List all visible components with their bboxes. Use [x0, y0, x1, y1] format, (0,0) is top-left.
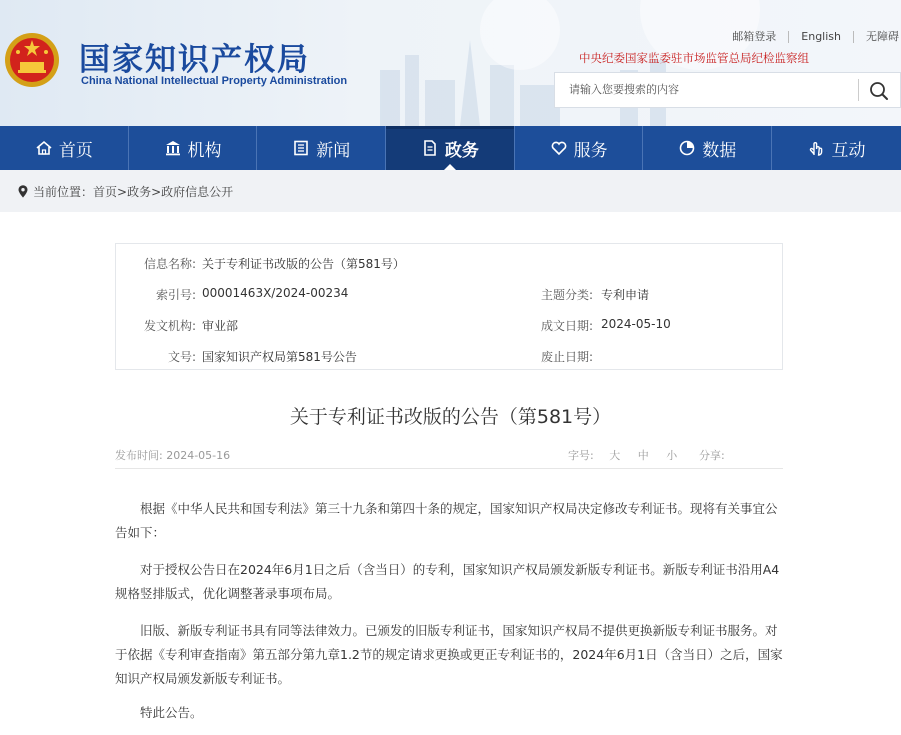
article-paragraph: 对于授权公告日在2024年6月1日之后（含当日）的专利，国家知识产权局颁发新版专利证书。新版专利证书沿用A4规格竖排版式，优化调整著录事项布局。: [115, 562, 780, 601]
publish-label: 发布时间:: [115, 449, 163, 462]
info-index-label: 索引号:: [155, 288, 196, 302]
info-index-value: 00001463X/2024-00234: [202, 286, 349, 300]
search-icon[interactable]: [868, 80, 890, 102]
mail-login-link[interactable]: 邮箱登录: [720, 31, 789, 43]
news-icon: [292, 139, 310, 157]
font-medium-button[interactable]: 中: [637, 449, 649, 462]
accessibility-link[interactable]: 无障碍: [866, 30, 899, 43]
breadcrumb-prefix: 当前位置：: [33, 184, 94, 199]
article-paragraph: 特此公告。: [140, 705, 203, 720]
english-link[interactable]: English: [789, 31, 854, 43]
nav-item-government-affairs[interactable]: [386, 126, 515, 170]
breadcrumb: [0, 170, 901, 212]
nav-item-organization[interactable]: [129, 126, 258, 170]
article-paragraph: 旧版、新版专利证书具有同等法律效力。已颁发的旧版专利证书，国家知识产权局不提供更换新版专利证书服务。对于依据《专利审查指南》第五部分第九章1.2节的规定请求更换或更正专利证书的，2024年6月1日（含当日）之后，国家知识产权局颁发新版专利证书。: [115, 623, 783, 686]
article-paragraph: 根据《中华人民共和国专利法》第三十九条和第四十条的规定，国家知识产权局决定修改专利证书。现将有关事宜公告如下：: [115, 501, 778, 540]
info-table: [115, 243, 783, 370]
nav-item-interaction[interactable]: [772, 126, 901, 170]
document-icon: [421, 139, 439, 157]
nav-item-label: 首页: [58, 140, 93, 161]
font-size-label: 字号:: [568, 449, 594, 462]
nav-item-news[interactable]: [257, 126, 386, 170]
building-icon: [164, 139, 182, 157]
search-box: [554, 72, 901, 108]
nav-item-services[interactable]: [515, 126, 644, 170]
nav-item-data[interactable]: [643, 126, 772, 170]
info-docno-label: 文号:: [167, 350, 196, 364]
publish-date: 2024-05-16: [166, 449, 231, 462]
service-icon: [550, 139, 568, 157]
publish-info: [115, 447, 230, 463]
nav-item-label: 新闻: [316, 140, 351, 161]
nav-item-label: 政务: [444, 140, 479, 161]
share-label[interactable]: 分享:: [699, 449, 725, 462]
info-category-value: 专利申请: [601, 288, 650, 302]
nav-item-label: 数据: [702, 140, 737, 161]
info-abolish-label: 废止日期:: [540, 350, 593, 364]
logo-chinese-title[interactable]: 国家知识产权局: [79, 42, 310, 78]
font-small-button[interactable]: 小: [666, 449, 678, 462]
search-divider: [858, 79, 859, 101]
font-size-controls: [568, 447, 677, 463]
nav-item-home[interactable]: [0, 126, 129, 170]
search-input[interactable]: [569, 83, 849, 96]
nav-item-label: 互动: [831, 140, 866, 161]
supervision-link[interactable]: 中央纪委国家监委驻市场监管总局纪检监察组: [579, 51, 809, 65]
info-issuer-label: 发文机构:: [143, 319, 196, 333]
top-links: [720, 31, 901, 43]
info-issuer-value: 审业部: [202, 319, 239, 333]
location-pin-icon: [18, 185, 28, 198]
hand-icon: [807, 139, 825, 157]
info-category-label: 主题分类:: [540, 288, 593, 302]
site-header: [0, 0, 901, 126]
meta-divider: [115, 468, 783, 469]
chart-icon: [678, 139, 696, 157]
breadcrumb-path[interactable]: 首页>政务>政府信息公开: [93, 184, 234, 199]
font-large-button[interactable]: 大: [609, 449, 621, 462]
logo-english-title[interactable]: China National Intellectual Property Administration: [81, 75, 348, 87]
home-icon: [35, 139, 53, 157]
nav-item-label: 机构: [187, 140, 222, 161]
article-title: 关于专利证书改版的公告（第581号）: [289, 406, 612, 428]
info-name-value: 关于专利证书改版的公告（第581号）: [202, 257, 405, 271]
info-date-value: 2024-05-10: [601, 317, 671, 331]
national-emblem-icon[interactable]: [4, 32, 60, 88]
nav-item-label: 服务: [573, 140, 608, 161]
info-name-label: 信息名称:: [143, 257, 196, 271]
main-nav: [0, 126, 901, 170]
info-date-label: 成文日期:: [540, 319, 593, 333]
info-docno-value: 国家知识产权局第581号公告: [202, 350, 357, 364]
